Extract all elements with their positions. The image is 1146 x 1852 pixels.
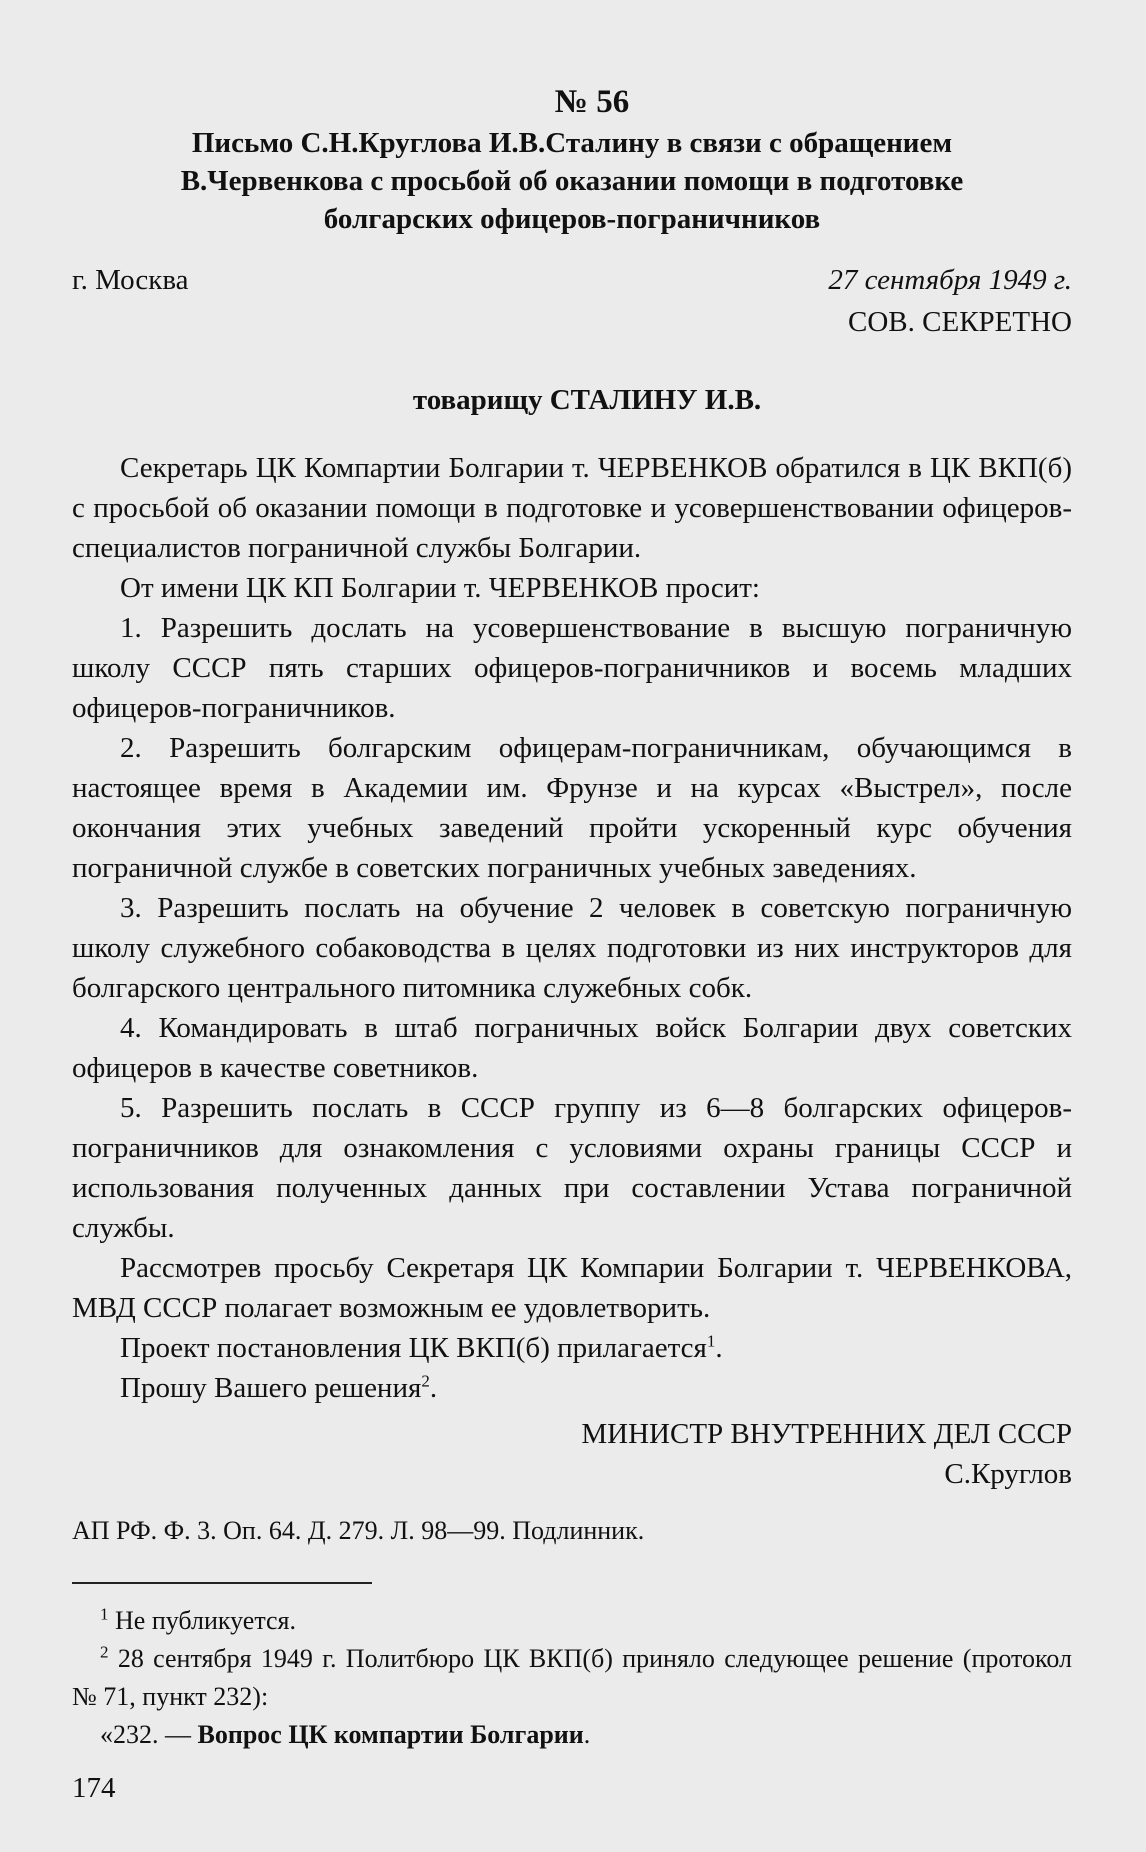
footnote-quote: [72, 1716, 1072, 1754]
body-paragraph: [72, 1328, 1072, 1368]
footnote-mark: 1: [706, 1331, 716, 1351]
body-text: .: [715, 1332, 723, 1364]
addressee: товарищу СТАЛИНУ И.В.: [412, 384, 762, 416]
request-item: 1. Разрешить дослать на усовершенствование в высшую пограничную школу СССР пять старших офицеров-пограничников и восемь младших офицеров-пограничников.: [72, 612, 1072, 724]
document-page: [72, 82, 1072, 1754]
signature-block: [72, 1414, 1072, 1494]
body-text: Проект постановления ЦК ВКП(б) прилагается: [120, 1332, 707, 1364]
footnote-text: 28 сентября 1949 г. Политбюро ЦК ВКП(б) приняло следующее решение (протокол № 71, пункт 232):: [72, 1644, 1072, 1711]
quote-heading: Вопрос ЦК компартии Болгарии: [197, 1720, 584, 1749]
footnote-divider: [72, 1582, 372, 1584]
archive-reference: АП РФ. Ф. 3. Оп. 64. Д. 279. Л. 98—99. Подлинник.: [72, 1516, 645, 1545]
footnote-mark: 2: [100, 1642, 109, 1662]
footnotes: [72, 1602, 1072, 1754]
place-date-line: [72, 260, 1072, 300]
body-paragraph: От имени ЦК КП Болгарии т. ЧЕРВЕНКОВ просит:: [120, 572, 760, 604]
document-title: Письмо С.Н.Круглова И.В.Сталину в связи с обращением В.Червенкова с просьбой об оказании помощи в подготовке болгарских офицеров-пограничников: [180, 127, 964, 235]
classification-stamp: СОВ. СЕКРЕТНО: [848, 306, 1072, 338]
footnote-1: [72, 1602, 1072, 1640]
quote-end: .: [583, 1720, 591, 1749]
body-paragraph: Секретарь ЦК Компартии Болгарии т. ЧЕРВЕНКОВ обратился в ЦК ВКП(б) с просьбой об оказании помощи в подготовке и усовершенствовании офицеров-специалистов пограничной службы Болгарии.: [72, 452, 1072, 564]
signature-name: С.Круглов: [944, 1458, 1072, 1490]
body-paragraph: Рассмотрев просьбу Секретаря ЦК Компарии Болгарии т. ЧЕРВЕНКОВА, МВД СССР полагает возможным ее удовлетворить.: [72, 1252, 1072, 1324]
footnote-2: [72, 1640, 1072, 1716]
document-number: № 56: [554, 84, 630, 120]
body-paragraph: [72, 1368, 1072, 1408]
body-text: Прошу Вашего решения: [120, 1372, 422, 1404]
body-text: .: [429, 1372, 438, 1404]
request-item: 2. Разрешить болгарским офицерам-пограничникам, обучающимся в настоящее время в Академии им. Фрунзе и на курсах «Выстрел», после окончания этих учебных заведений пройти ускоренный курс обучения пограничной службе в советских пограничных учебных заведениях.: [72, 732, 1072, 884]
request-item: 4. Командировать в штаб пограничных войск Болгарии двух советских офицеров в качестве советников.: [72, 1012, 1072, 1084]
footnote-text: Не публикуется.: [108, 1606, 296, 1635]
footnote-mark: 1: [100, 1604, 109, 1624]
request-item: 5. Разрешить послать в СССР группу из 6—8 болгарских офицеров-пограничников для ознакомления с условиями охраны границы СССР и использования полученных данных при составлении Устава пограничной службы.: [72, 1092, 1072, 1244]
request-item: 3. Разрешить послать на обучение 2 человек в советскую пограничную школу служебного собаководства в целях подготовки из них инструкторов для болгарского центрального питомника служебных собк.: [72, 892, 1072, 1004]
signature-position: МИНИСТР ВНУТРЕННИХ ДЕЛ СССР: [581, 1418, 1072, 1450]
document-place: г. Москва: [72, 264, 189, 296]
letter-body: [72, 448, 1072, 1408]
quote-prefix: «232. —: [100, 1720, 198, 1749]
footnote-mark: 2: [421, 1371, 430, 1391]
document-date: 27 сентября 1949 г.: [828, 264, 1072, 296]
page-number: 174: [72, 1772, 116, 1804]
